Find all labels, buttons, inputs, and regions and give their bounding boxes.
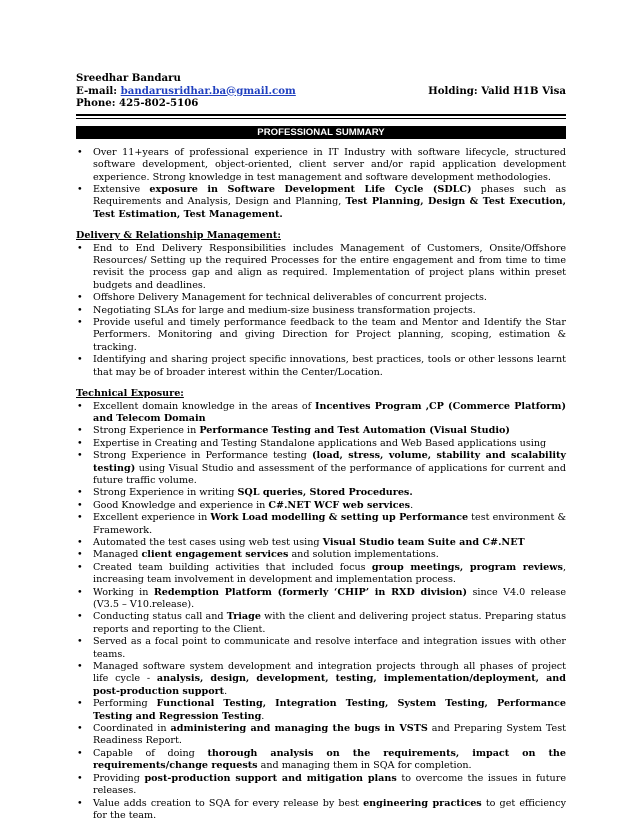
- header-rule-thin: [76, 118, 566, 119]
- section-banner-summary: PROFESSIONAL SUMMARY: [76, 126, 566, 139]
- text: Capable of doing: [93, 747, 208, 759]
- list-item: • Provide useful and timely performance feedback to the team and Mentor and Identify the Star Performers. Monitoring and giving Direction for Project planning, scoping, estimation & tracking.: [76, 317, 566, 354]
- text: Served as a focal point to communicate and resolve interface and integration issues with other teams.: [93, 636, 566, 660]
- list-item: [76, 636, 566, 661]
- text: Extensive: [93, 184, 150, 195]
- bold-text: thorough analysis on the requirements, impact on the requirements/change requests: [93, 747, 567, 772]
- text: and solution implementations.: [288, 549, 439, 561]
- list-item: [76, 500, 566, 512]
- text: to overcome the issues in future releases.: [93, 772, 567, 797]
- bold-text: Visual Studio team Suite and C#.NET: [322, 536, 525, 548]
- list-item: [76, 698, 566, 723]
- text: Performing: [93, 698, 157, 710]
- bold-text: Work Load modelling & setting up Performance: [210, 512, 469, 524]
- list-item: [76, 773, 566, 798]
- list-item: [76, 748, 566, 773]
- bold-text: post-production support and mitigation plans: [144, 772, 397, 784]
- list-item: [76, 487, 566, 499]
- bold-text: administering and managing the bugs in VSTS: [170, 723, 428, 735]
- text: using Visual Studio and assessment of the performance of applications for current and future traffic volume.: [93, 462, 566, 486]
- text: .: [410, 499, 414, 511]
- list-item: [76, 587, 566, 612]
- text: and managing them in SQA for completion.: [257, 760, 472, 772]
- list-item: [76, 401, 566, 426]
- resume-page: [76, 72, 566, 822]
- bold-text: Performance Testing and Test Automation (Visual Studio): [199, 425, 510, 437]
- bold-text: Redemption Platform (formerly ‘CHIP’ in RXD division): [153, 586, 468, 598]
- text: with the client and delivering project status. Preparing status reports and reporting to the Client.: [93, 611, 566, 635]
- delivery-list: [76, 243, 566, 379]
- bold-text: Triage: [226, 611, 261, 623]
- list-item: [76, 147, 566, 184]
- list-item: [76, 611, 566, 636]
- technical-section-title: Technical Exposure:: [76, 388, 184, 400]
- candidate-name: Sreedhar Bandaru: [76, 72, 181, 84]
- bold-text: Test Planning, Design & Test Execution, Test Estimation, Test Management.: [93, 196, 566, 220]
- text: Created team building activities that included focus: [93, 561, 372, 573]
- text: and Preparing System Test Readiness Report.: [93, 723, 567, 747]
- text: Over 11+years of professional experience in IT Industry with software lifecycle, structured software development, object-oriented, client server and/or rapid application development experience. Strong knowledge in test management and software development methodologies.: [93, 146, 566, 183]
- text: to get efficiency for the team.: [93, 797, 566, 821]
- list-item: [76, 184, 566, 221]
- bold-text: Incentives Program ,CP (Commerce Platform) and Telecom Domain: [93, 400, 566, 424]
- text: Expertise in Creating and Testing Standalone applications and Web Based applications using: [93, 437, 547, 449]
- list-item: • Offshore Delivery Management for technical deliverables of concurrent projects.: [76, 292, 566, 304]
- text: Providing: [93, 772, 145, 784]
- text: Excellent domain knowledge in the areas of: [93, 400, 316, 412]
- phone-line: Phone: 425-802-5106: [76, 97, 199, 110]
- list-item: • Negotiating SLAs for large and medium-size business transformation projects.: [76, 305, 566, 317]
- delivery-section-title: Delivery & Relationship Management:: [76, 230, 281, 242]
- text: Managed: [93, 549, 142, 561]
- text: Value adds creation to SQA for every release by best: [93, 797, 364, 809]
- bold-text: analysis, design, development, testing, implementation/deployment, and post-production support: [93, 673, 566, 697]
- bold-text: client engagement services: [141, 549, 289, 561]
- text: .: [261, 710, 265, 722]
- bold-text: C#.NET WCF web services: [268, 499, 411, 511]
- email-label: E-mail:: [76, 84, 118, 97]
- email-line: [76, 85, 296, 98]
- header-rule: [76, 114, 566, 116]
- text: phases such as Requirements and Analysis, Design and Planning,: [93, 184, 567, 208]
- list-item: [76, 450, 566, 487]
- list-item: [76, 798, 566, 823]
- list-item: [76, 562, 566, 587]
- bold-text: Functional Testing, Integration Testing, System Testing, Performance Testing and Regression Testing: [93, 698, 566, 722]
- bold-text: engineering practices: [363, 797, 482, 809]
- text: Conducting status call and: [93, 611, 227, 623]
- list-item: [76, 438, 566, 450]
- text: Excellent experience in: [93, 512, 211, 524]
- text: Strong Experience in Performance testing: [93, 450, 312, 462]
- text: Managed software system development and integration projects through all phases of project life cycle -: [93, 661, 566, 685]
- text: since V4.0 release (V3.5 – V10.release).: [93, 586, 566, 610]
- email-link[interactable]: bandarusridhar.ba@gmail.com: [120, 84, 296, 97]
- list-item: [76, 512, 566, 537]
- text: Coordinated in: [93, 723, 171, 735]
- summary-list: [76, 147, 566, 221]
- bold-text: group meetings, program reviews: [371, 561, 563, 573]
- list-item: • Identifying and sharing project specific innovations, best practices, tools or other lessons learnt that may be of broader interest within the Center/Location.: [76, 354, 566, 379]
- text: , increasing team involvement in development and implementation process.: [93, 561, 566, 586]
- list-item: [76, 723, 566, 748]
- technical-list: [76, 401, 566, 823]
- bold-text: SQL queries, Stored Procedures.: [237, 487, 413, 499]
- text: test environment & Framework.: [93, 512, 566, 536]
- text: .: [224, 685, 228, 697]
- text: Strong Experience in writing: [93, 487, 238, 499]
- bold-text: (load, stress, volume, stability and scalability testing): [93, 450, 566, 474]
- email-holding-row: [76, 85, 566, 98]
- list-item: • End to End Delivery Responsibilities includes Management of Customers, Onsite/Offshore Resources/ Setting up the required Processes for the entire engagement and from time to time revisit the process gap and align as required. Implementation of project plans within preset budgets and deadlines.: [76, 243, 566, 293]
- list-item: [76, 425, 566, 437]
- text: Automated the test cases using web test using: [93, 536, 323, 548]
- text: Good Knowledge and experience in: [93, 499, 269, 511]
- visa-status: Holding: Valid H1B Visa: [428, 84, 566, 97]
- text: Strong Experience in: [93, 425, 200, 437]
- list-item: [76, 661, 566, 698]
- list-item: [76, 537, 566, 549]
- text: Working in: [93, 586, 154, 598]
- bold-text: exposure in Software Development Life Cycle (SDLC): [149, 184, 472, 195]
- list-item: [76, 549, 566, 561]
